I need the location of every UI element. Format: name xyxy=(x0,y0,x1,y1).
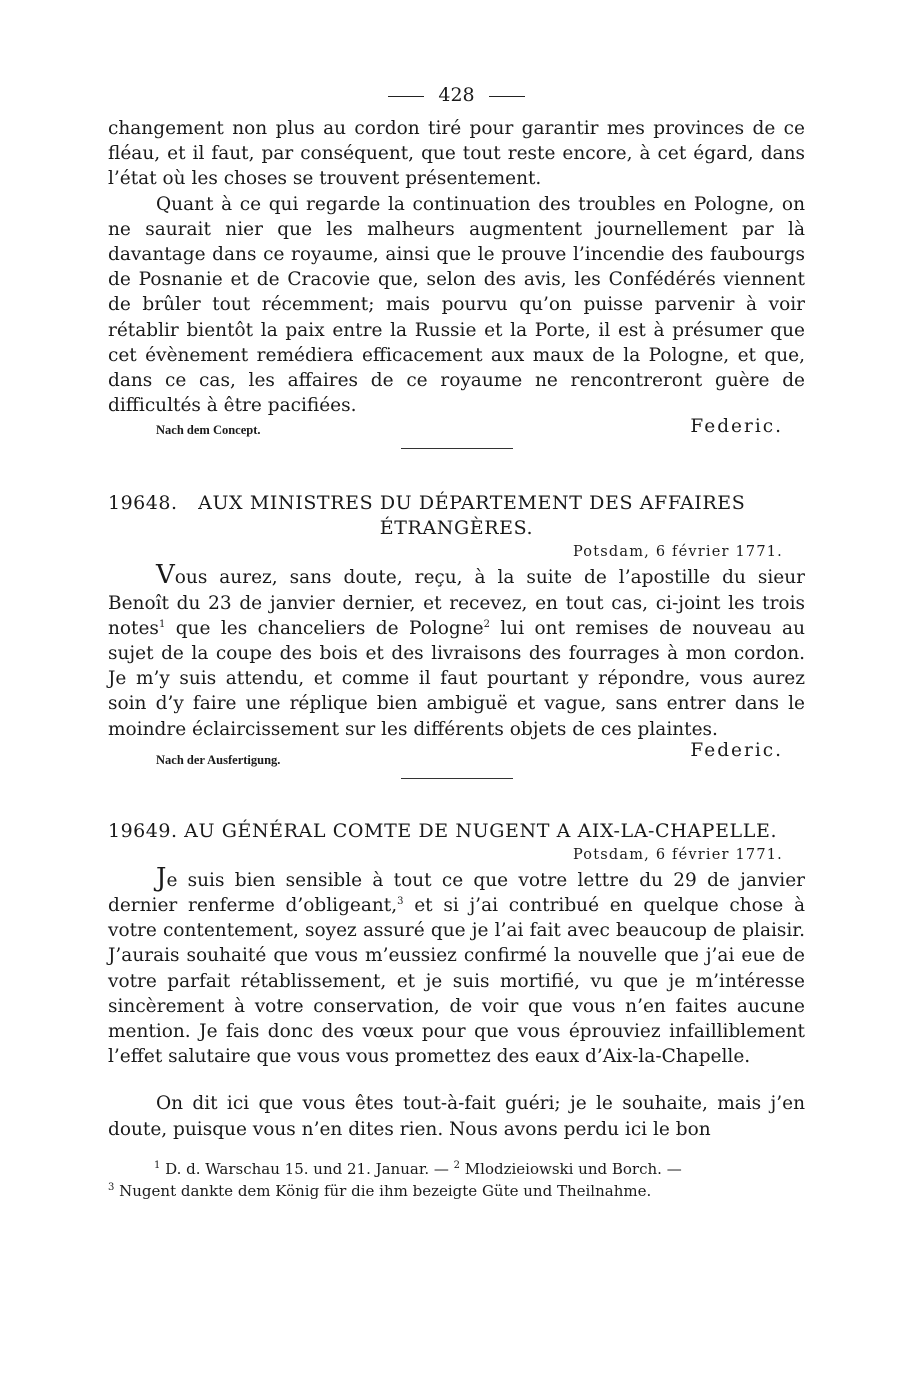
date: 6 février 1771. xyxy=(655,544,783,561)
drop-cap: J xyxy=(156,862,167,893)
page-header xyxy=(108,82,805,108)
footnote-marker: 2 xyxy=(453,1159,461,1171)
body-text: que les chanceliers de Pologne xyxy=(165,617,484,639)
footnote-marker: 2 xyxy=(483,618,490,630)
letter-number: 19648. xyxy=(108,492,178,515)
footnote-text: D. d. Warschau 15. und 21. Januar. — xyxy=(160,1159,454,1178)
footnote-text: Mlodzieiowski und Borch. — xyxy=(460,1159,682,1178)
body-text: ous aurez, sans doute, reçu, à la suite de l’apostille du sieur Benoît du 23 de janvier dernier, et recevez, en tout cas, ci-joint les trois notes xyxy=(108,567,805,639)
letter-heading xyxy=(108,819,805,844)
date-place: Potsdam, xyxy=(572,544,650,561)
letter-dateline xyxy=(108,541,783,563)
footnote-marker: 3 xyxy=(397,895,404,907)
date-place: Potsdam, xyxy=(572,846,650,863)
letter-recipient-cont: ÉTRANGÈRES. xyxy=(379,517,534,540)
header-dash-left xyxy=(388,96,424,97)
footnote-line xyxy=(108,1180,805,1202)
letter-number: 19649. xyxy=(108,819,178,842)
letter-heading xyxy=(108,491,805,541)
footnote-line xyxy=(108,1158,805,1180)
letter-recipient: AUX MINISTRES DU DÉPARTEMENT DES AFFAIRES xyxy=(198,492,746,515)
letter-body xyxy=(108,560,805,741)
letter-dateline xyxy=(108,844,783,866)
letter-body xyxy=(108,862,805,1070)
paragraph-poland: Quant à ce qui regarde la continuation des troubles en Pologne, on ne saurait nier que les malheurs augmentent journellement par là davantage dans ce royaume, ainsi que le prouve l’incendie des faubourgs de Posnanie et de Cracovie que, selon des avis, les Confédérés viennent de brûler tout récemment; mais pourvu qu’on puisse parvenir à voir rétablir bientôt la paix entre la Russie et la Porte, il est à présumer que cet évènement remédiera efficacement aux maux de la Pologne, et que, dans ce cas, les affaires de ce royaume ne rencontreront guère de difficultés à être pacifiées. xyxy=(108,193,805,417)
letter-recipient: AU GÉNÉRAL COMTE DE NUGENT A AIX-LA-CHAPELLE. xyxy=(184,819,778,842)
footnote-marker: 3 xyxy=(108,1181,115,1193)
footnote-marker: 1 xyxy=(158,618,166,630)
header-dash-right xyxy=(489,96,525,97)
source-note: Nach dem Concept. xyxy=(156,423,261,438)
page-number: 428 xyxy=(438,84,475,106)
book-page xyxy=(108,82,805,1202)
signature: Federic. xyxy=(690,739,783,761)
section-divider xyxy=(401,448,513,449)
drop-cap: V xyxy=(156,560,175,591)
footnote-marker: 1 xyxy=(154,1159,161,1171)
body-text: lui ont remises de nouveau au sujet de la coupe des bois et des livraisons des fourrages à mon cordon. Je m’y suis attendu, et comme il faut pourtant y répondre, vous aurez soin d’y faire une réplique bien ambiguë et vague, sans entrer dans le moindre éclaircissement sur les différents objets de ces plaintes. xyxy=(108,617,805,740)
section-divider xyxy=(401,778,513,779)
continued-paragraph: changement non plus au cordon tiré pour garantir mes provinces de ce fléau, et il faut, par conséquent, que tout reste encore, à cet égard, dans l’état où les choses se trouvent présentement. xyxy=(108,118,805,190)
signature: Federic. xyxy=(690,416,783,438)
source-note: Nach der Ausfertigung. xyxy=(156,752,281,767)
body-text: et si j’ai contribué en quelque chose à votre contentement, soyez assuré que je l’ai fait avec beaucoup de plaisir. J’aurais souhaité que vous m’eussiez confirmé la nouvelle que j’ai eue de votre parfait rétablissement, et je suis mortifié, vu que je m’intéresse sincèrement à votre conservation, de voir que vous n’en faites aucune mention. Je fais donc des vœux pour que vous éprouviez infailliblement l’effet salutaire que vous vous promettez des eaux d’Aix-la-Chapelle. xyxy=(108,895,805,1068)
footnotes xyxy=(108,1158,805,1202)
body-text: e suis bien sensible à tout ce que votre lettre du 29 de janvier dernier renferme d’obligeant, xyxy=(108,869,805,917)
date: 6 février 1771. xyxy=(655,846,783,863)
footnote-text: Nugent dankte dem König für die ihm bezeigte Güte und Theilnahme. xyxy=(114,1181,652,1200)
letter-body-paragraph: On dit ici que vous êtes tout-à-fait guéri; je le souhaite, mais j’en doute, puisque vous n’en dites rien. Nous avons perdu ici le bon xyxy=(108,1093,805,1140)
